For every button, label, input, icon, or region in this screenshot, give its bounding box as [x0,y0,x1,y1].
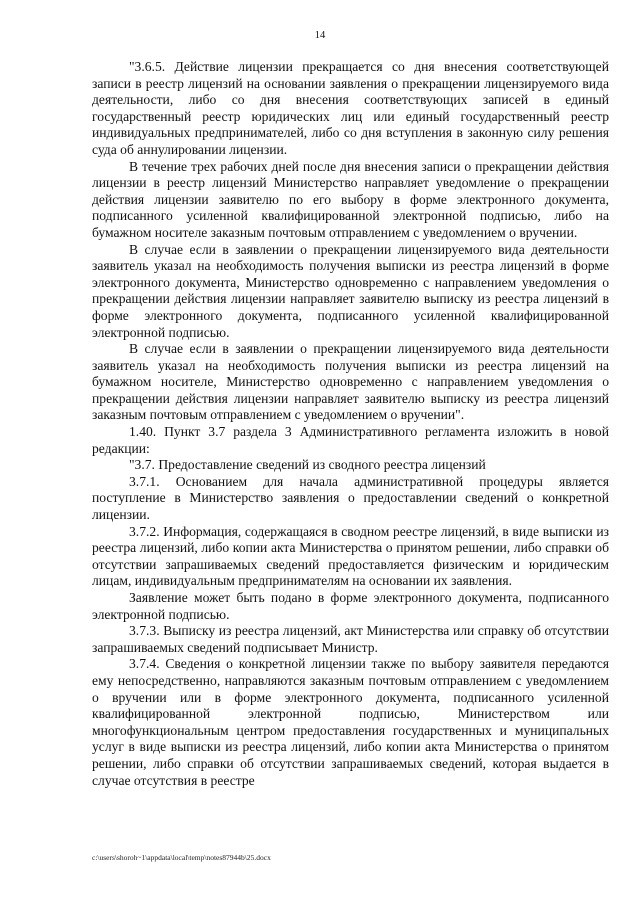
paragraph-3-7-1: 3.7.1. Основанием для начала административной процедуры является поступление в Министерство заявления о предоставлении сведений о конкретной лицензии. [92,473,609,523]
paragraph-3-7-heading: "3.7. Предоставление сведений из сводного реестра лицензий [129,457,486,473]
paragraph-application-form: Заявление может быть подано в форме электронного документа, подписанного электронной подписью. [92,590,609,622]
page-number: 14 [314,30,326,41]
paragraph-notification-timing: В течение трех рабочих дней после дня внесения записи о прекращении действия лицензии в реестр лицензий Министерство направляет уведомление о прекращении действия лицензии заявителю по его выбору в форме электронного документа, подписанного усиленной квалифицированной электронной подписью, либо на бумажном носителе заказным почтовым отправлением с уведомлением о вручении. [92,158,609,240]
footer-file-path: c:\users\shoroh~1\appdata\local\temp\notes87944b\25.docx [92,853,271,862]
paragraph-3-7-2: 3.7.2. Информация, содержащаяся в сводном реестре лицензий, в виде выписки из реестра лицензий, либо копии акта Министерства о принятом решении, либо справки об отсутствии запрашиваемых сведений предоставляется физическим и юридическим лицам, индивидуальным предпринимателям на основании их заявления. [92,523,609,589]
paragraph-3-7-3: 3.7.3. Выписку из реестра лицензий, акт Министерства или справку об отсутствии запрашиваемых сведений подписывает Министр. [92,623,609,655]
paragraph-paper-extract: В случае если в заявлении о прекращении лицензируемого вида деятельности заявитель указал на необходимость получения выписки из реестра лицензий на бумажном носителе, Министерство одновременно с направлением уведомления о прекращении действия лицензии направляет заявителю выписку из реестра лицензий заказным почтовым отправлением с уведомлением о вручении". [92,341,609,423]
paragraph-1-40: 1.40. Пункт 3.7 раздела 3 Административного регламента изложить в новой редакции: [92,424,609,456]
document-body [92,59,609,789]
paragraph-3-6-5: "3.6.5. Действие лицензии прекращается со дня внесения соответствующей записи в реестр лицензий на основании заявления о прекращении лицензируемого вида деятельности, либо со дня внесения соответствующих записей в единый государственный реестр юридических лиц или единый государственный реестр индивидуальных предпринимателей, либо со дня вступления в законную силу решения суда об аннулировании лицензии. [92,59,609,157]
paragraph-electronic-extract: В случае если в заявлении о прекращении лицензируемого вида деятельности заявитель указал на необходимость получения выписки из реестра лицензий в форме электронного документа, Министерство одновременно с направлением уведомления о прекращении действия лицензии направляет заявителю выписку из реестра лицензий в форме электронного документа, подписанного усиленной квалифицированной электронной подписью. [92,241,609,340]
paragraph-3-7-4: 3.7.4. Сведения о конкретной лицензии также по выбору заявителя передаются ему непосредственно, направляются заказным почтовым отправлением с уведомлением о вручении или в форме электронного документа, подписанного усиленной квалифицированной электронной подписью, Министерством или многофункциональным центром предоставления государственных и муниципальных услуг в виде выписки из реестра лицензий, либо копии акта Министерства о принятом решении, либо справки об отсутствии запрашиваемых сведений, которая выдается в случае отсутствия в реестре [92,656,609,788]
